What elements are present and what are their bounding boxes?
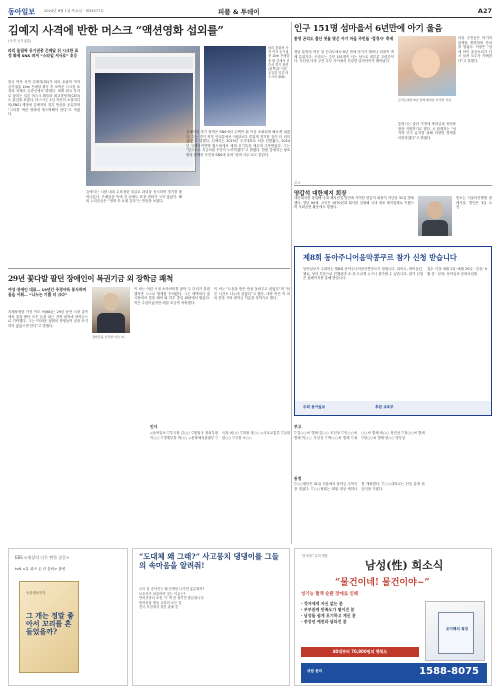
obituary-title: 양갑석 대한제지 회장 [294,185,492,197]
article-1-lead: 파리 올림픽 공기권총 은메달 뒤 시크한 표정 화제 SNS 퍼져 “스타일 서사로” 호응 [8,48,79,58]
article-2-body-2: 이 씨는 어린 시절 소아마비를 앓아 두 다리가 불편했지만 스스로 생계를 꾸려왔다. 그는 새벽마다 꽃시장에서 꽃을 떼어 와 하루 종일 좌판에서 팔았다. 적은 수입이었지만 매달 조금씩 저축했다. [134,287,210,305]
sns-screenshot [90,52,196,172]
article-1-body-3: 김예지의 경기 장면은 SNS에서 수백만 회 이상 조회되며 빠르게 퍼졌다. 그는 경기 직후 인터뷰에서 “메달보다 즐겁게 경기한 것이 더 의미 있다”고 말했다. 김예지는 2019년 국가대표로 처음 선발됐고, 2024년 국제사격연맹 월드컵에서 세계 신기록을 세우며 주목받았다. 그는 “앞으로도 지금처럼 꾸준히 노력하겠다”고 밝혔다. 한편 김예지는 평소 딸과 함께한 사진을 SNS에 올려 ‘엄마 사수’로도 불린다. [186,130,290,157]
ad-right-item: · 정자에게 자신 없는 분 [301,601,343,606]
article-1-source: (사격 공기권총) [8,39,32,43]
article-3-lead: 통영 곤리도 출산 첫돌 맞은 아기 마을 주민들 ‘겹경사’ 축제 [294,36,394,41]
ad-right-tag: “남성형” 특허 제품 [301,554,328,558]
sns-footer-bar [95,147,193,167]
article-3-photo [398,36,456,96]
notice-sponsor-2: 후원 교육부 [375,405,394,409]
ad-book-line-1: EBS <세상의 너무 뻔한 질문> [15,555,70,560]
page-number: A27 [477,7,492,15]
book-cover [19,581,79,673]
article-2-title: 29년 꽃다발 팔던 장애인이 복권기금 외 장학금 쾌척 [8,268,290,284]
book-advertisement[interactable] [8,548,128,686]
article-1-photo-athlete [204,46,266,126]
ad-middle-line: 우리 집 강아지는 왜 산책만 나가면 흥분할까? [139,587,205,591]
pet-book-advertisement[interactable] [132,548,290,686]
article-2-caption: 장학금을 기탁한 이모 씨. [92,335,125,339]
article-2-body-1: 지체장애를 가진 이모 씨(68)는 29년 동안 시장 골목에서 꽃을 팔아 모은 돈을 최근 지역 대학에 장학금으로 기탁했다. 그는 “어려운 형편의 학생들이 꿈을 포기하지 않았으면 한다”고 말했다. [8,310,88,328]
portrait-face [103,293,119,311]
ad-right-items [301,601,419,625]
ad-middle-line: 전국 서점에서 절찬 판매 중 [139,605,179,610]
article-1-body-2: 김예지는 시합 내내 무표정한 얼굴로 과녁을 응시하며 경기를 풀어나갔다. 은메달을 목에 건 뒤에도 표정 변화가 크지 않았다. 해외 누리꾼들은 “영화 속 요원 같다”는 반응을 보였다. [86,190,182,204]
obituary-body-1: 대한제지를 창업해 국내 제지산업 발전에 기여한 양갑석 회장이 지난달 31일 별세했다. 향년 90세. 고인은 1970년대 회사를 설립해 국내 대표 제지업체로 키웠으며 사회공헌 활동에도 힘썼다. [294,196,414,210]
news-brief-title: 동정 [294,476,302,481]
notice-sponsor-1: 주최 동아일보 [303,405,326,409]
product-package [425,601,485,661]
notice-details: 접수 기간: 8월 1일~8월 20일 · 본선: 9월 중 · 문의: 동아일보 문화사업팀 [427,267,487,276]
phone-label: 상담 문의 [307,669,323,673]
article-2-lead: 여성·장애인 대표… 19년간 주경야독 봉사하며 꿈을 이뤄… “나누는 기쁨 더 크다” [8,287,87,297]
article-1-caption: 파리 올림픽 사격 여자 공기권총 10m 은메달을 딴 김예지 선수의 경기 장면(왼쪽)과 이를 공유한 일론 머스크의 SNS. [268,46,290,80]
obituary-label: 부고 [294,181,301,185]
notice-box [294,246,492,416]
notice-body: 동아일보가 주최하는 제8회 동아주니어음악콩쿠르가 열립니다. 피아노, 바이올린, 첼로, 성악 부문으로 진행되며 초·중·고교생 누구나 참가할 수 있습니다. 참가 신청은 홈페이지를 통해 받습니다. [303,267,423,281]
article-1-title: 김예지 사격에 반한 머스크 “액션영화 섭외를” [8,24,224,37]
ad-right-headline: 남성(性) 희소식 [365,559,444,572]
notice-footer [295,401,491,415]
phone-banner[interactable] [301,663,487,683]
phone-number: 1588-8075 [419,666,479,677]
obituary-list-title: 부고 [294,424,302,429]
ad-right-subheadline: “물건이네! 물건이야~” [335,578,430,588]
article-3-body-3: 통영시는 출산 가정에 축하금과 육아용품을 지원하기로 했다. 시 관계자는 “섬 지역 인구 유지를 위해 다양한 정책을 마련하겠다”고 밝혔다. [398,122,456,140]
news-brief-body: ▽○○재단은 31일 서울에서 장학금 수여식을 열었다. ▽○○협회는 회원 대상 세미나를 개최했다. ▽○○대학교는 신임 총장 취임식을 가졌다. [294,482,425,491]
book-author: 동물행동학자 [26,591,46,595]
notice-title: 제8회 동아주니어음악콩쿠르 참가 신청 받습니다 [303,253,457,262]
personnel-body: ◇동아일보 ▽부국장 김○○ ▽편집국 정치부장 이○○ ▽경제부장 박○○ ◇문화체육관광부 ▽국장 최○○ ▽과장 정○○ ◇국토교통부 ▽실장 한○○ ▽국장 오○○ [150,431,290,440]
ad-book-line-2: tvN <유 퀴즈 온 더 블럭> 출연 [15,567,66,571]
article-2-body-3: 이 씨는 “도움을 받은 만큼 돌려주고 싶었다”며 “남은 시간도 나누며 살겠다”고 했다. 대학 측은 이 씨의 뜻을 기려 장학금 이름을 정하기로 했다. [214,287,290,301]
ad-middle-line: 보호자가 외출하면 짖는 이유는? [139,591,186,596]
obituary-body-2: 빈소는 서울아산병원 장례식장. 발인은 3일 오전. [456,196,492,210]
portrait-body [97,313,125,333]
baby-figure [412,48,440,78]
ad-right-sub: 성기능 혈액 순환 장애로 인해 [301,592,359,597]
article-3-caption: 곤리도에서 6년 만에 태어난 아기와 가족. [398,98,452,102]
article-3-body-2: 마을 주민들은 아기의 탄생을 축하하며 잔치를 열었다. 이장은 “섬에 아이 울음소리가 다시 들려 모두가 기뻐한다”고 말했다. [458,36,492,63]
column-divider [291,22,292,544]
ad-middle-line: 반려동물 행동 교정의 모든 것 [139,600,182,605]
obituary-photo [418,196,452,236]
issue-date: 2024년 8월 1일 목요일 · 제33577호 [44,9,104,13]
article-1-body-1: 한국 여자 사격 김예지(32)가 파리 올림픽 여자 공기권총 10m 은메달 획득 후 보여준 시크한 표정과 자세가 온라인에서 화제다. 세계 최고 부자로 꼽히는 일론 머스크 테슬라 최고경영자(CEO)도 관심을 보였다. 머스크는 1일 자신의 소셜미디어(SNS) 계정에 김예지의 경기 영상을 공유하며 “그녀를 액션 영화에 캐스팅해야 한다”고 적었다. [8,80,80,117]
ad-right-item: · 남성들 쉽게 포기하고 계신 분 [301,613,356,618]
personnel-title: 인사 [150,424,158,429]
section-title: 피플 & 투데이 [218,8,260,16]
athlete-photo [95,73,193,143]
product-box [438,612,474,654]
article-2-photo [92,287,130,333]
sns-header-bar [95,57,193,69]
ad-right-red-banner: 40대부터 70,800원의 행복도 [301,647,419,657]
page-header [8,6,492,18]
ad-middle-headline: “도대체 왜 그래?” 사고뭉치 댕댕이를 그들의 속마음을 알려줘! [139,552,279,570]
ad-right-item: · 부부관계 만족도가 떨어진 분 [301,607,355,612]
obituary-list-body: ▽김○○씨 별세·김○○ 모친상 ▽이○○씨 별세·이○○ 부친상 ▽박○○씨 별세 ▽최○○씨 별세·최○○ 장인상 ▽정○○씨 별세 ▽한○○씨 별세·한○○ 빙부상 [294,431,425,440]
article-3-title: 인구 151명 섬마을서 6년만에 아기 울음 [294,24,443,34]
portrait-body [422,220,448,236]
product-box-label: 조이맥의 특징 [445,627,469,631]
ad-right-item: · 중장년 예전과 달라진 분 [301,619,347,624]
newspaper-logo: 동아일보 [8,7,36,16]
health-product-advertisement[interactable] [294,548,492,686]
book-title: 그 개는 정말 좋아서 꼬리를 흔들었을까? [26,611,74,636]
article-1-photo-sns [86,46,200,186]
portrait-face [427,201,443,219]
article-3-body-1: 경남 통영의 작은 섬 곤리도에서 6년 만에 아기가 태어나 마을이 축제 분위기다. 곤리도는 주민 151명이 사는 섬으로 대부분 고령층이다. 지난달 마을 주민 부부 사이에서 건강한 남자아이가 태어났다. [294,50,394,64]
ad-middle-line: 반려견과의 소통, 이 책 한 권이면 충분합니다. [139,596,205,601]
ad-middle-list [139,587,285,683]
